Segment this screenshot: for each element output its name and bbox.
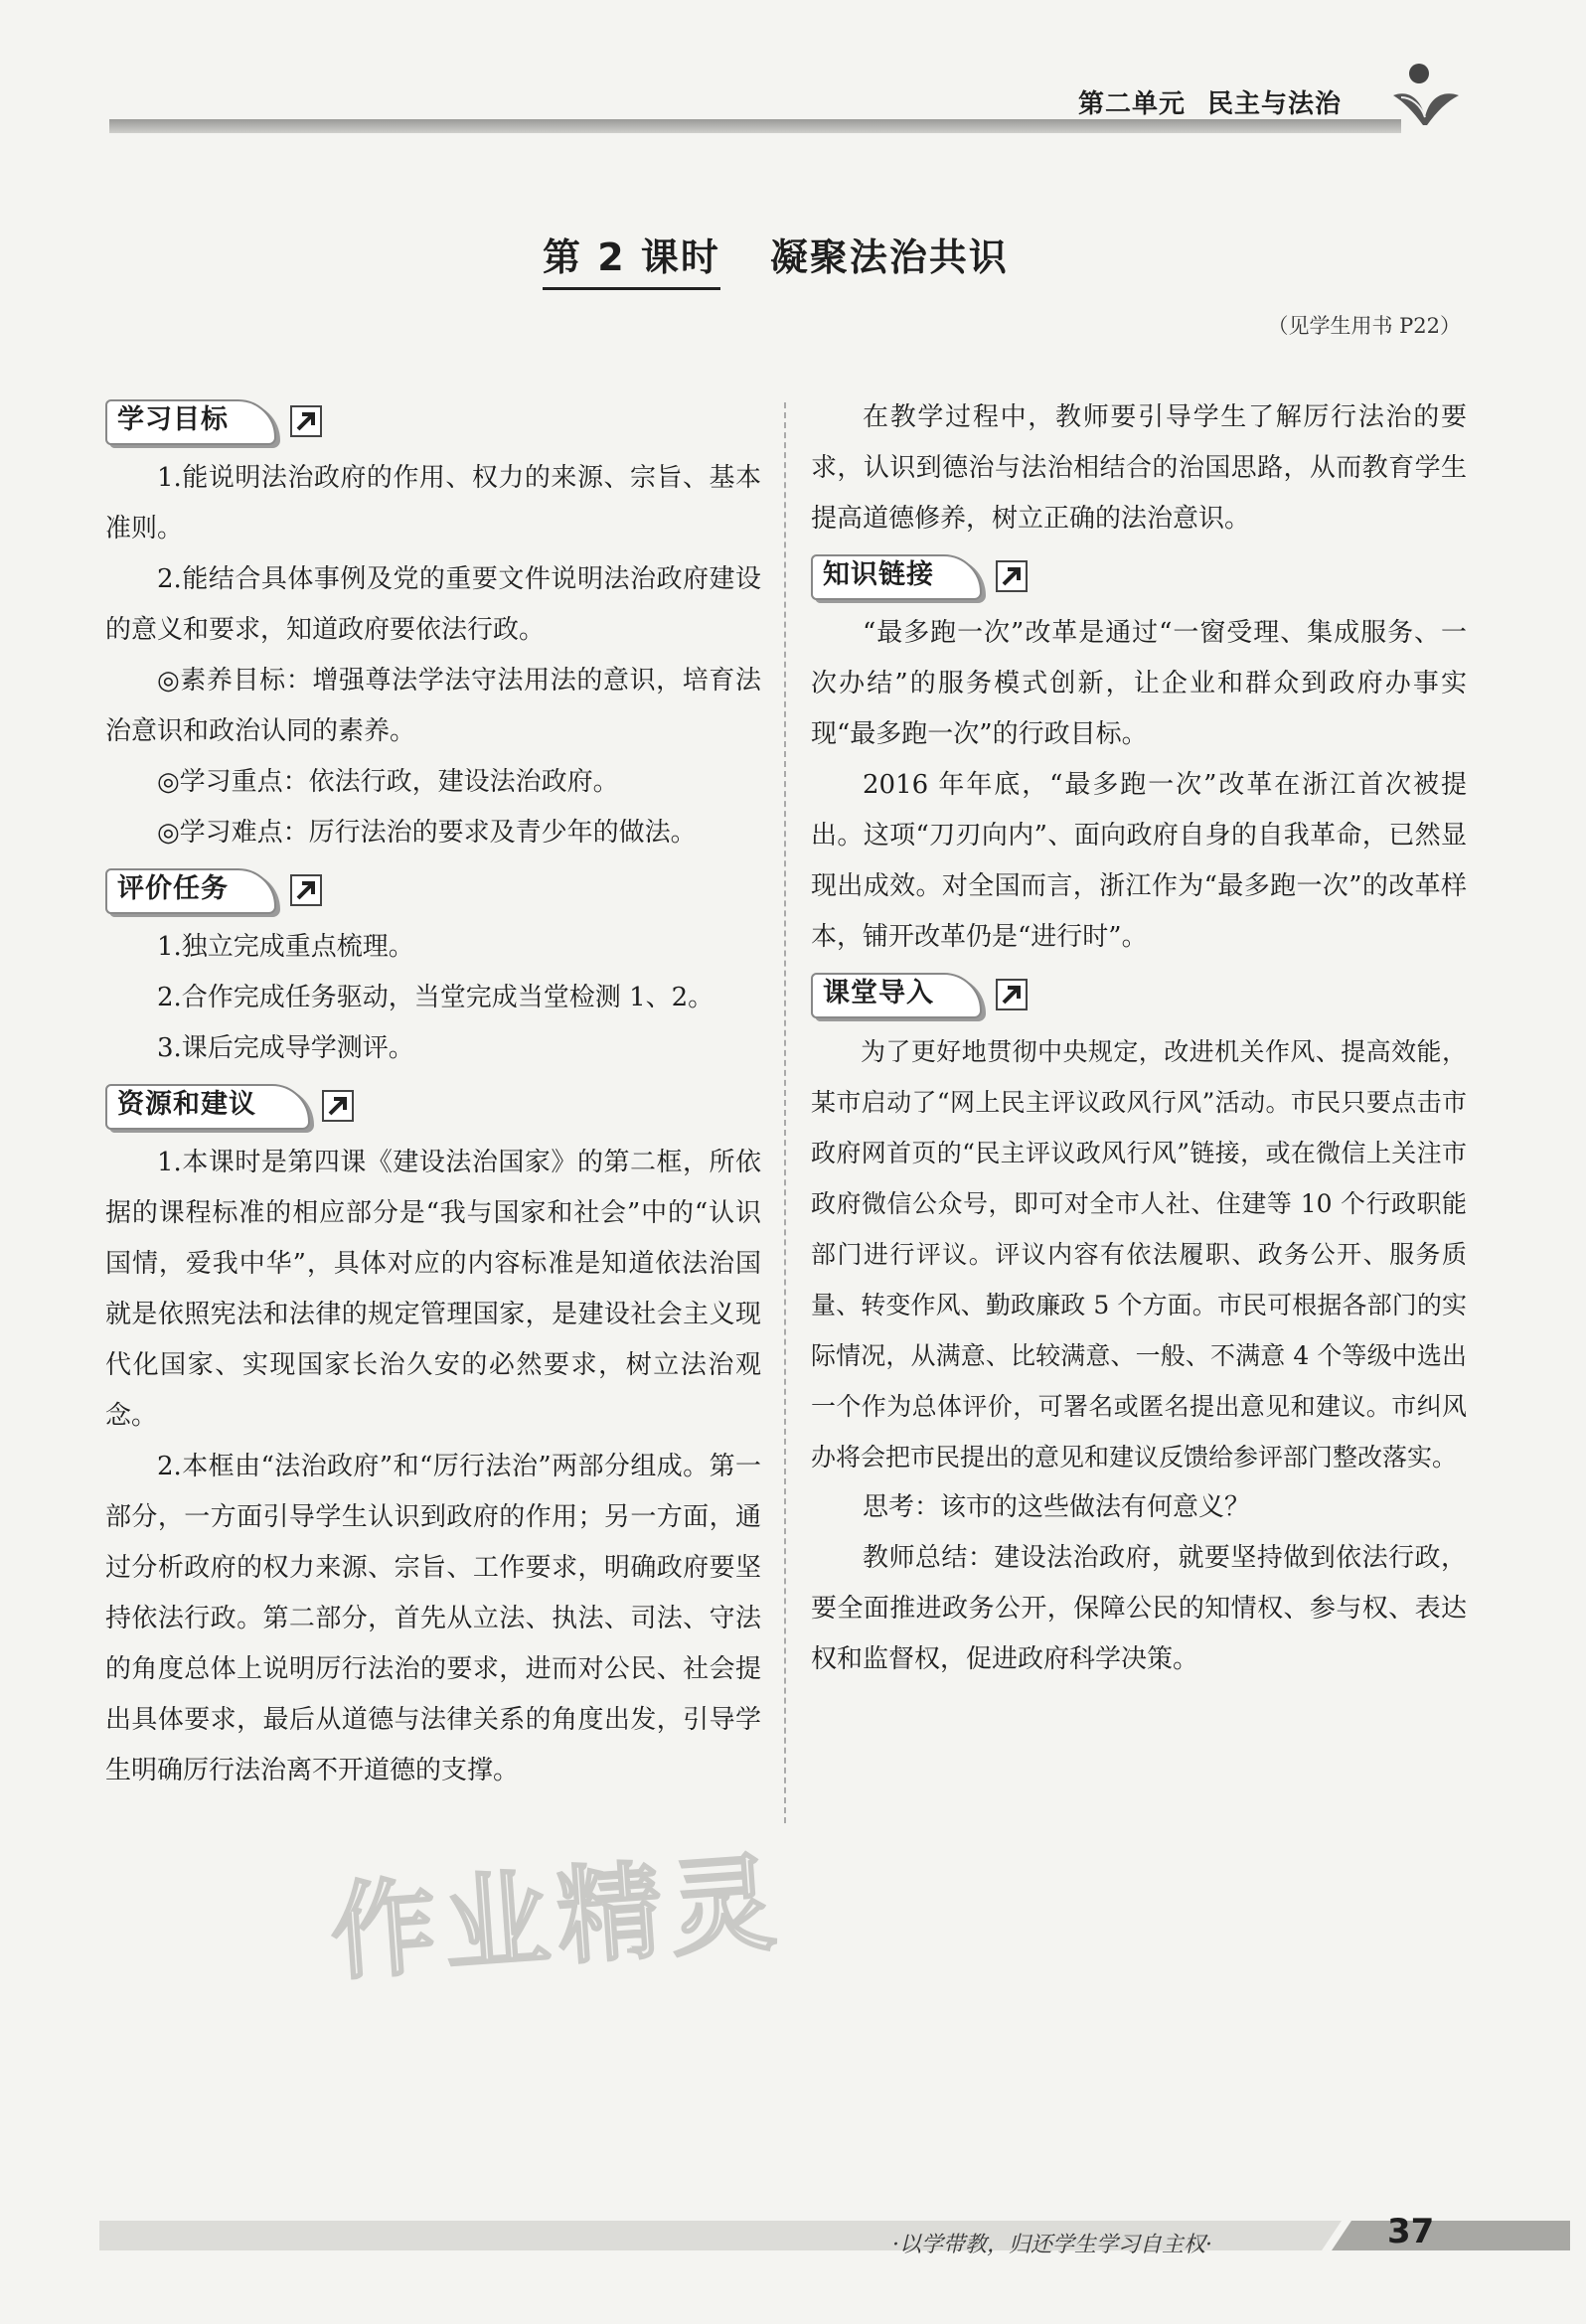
header-band [109, 119, 1401, 133]
footer-band [99, 2221, 1570, 2250]
section-tag-intro [811, 971, 986, 1016]
section-label: 学习目标 [117, 404, 229, 435]
left-column [105, 404, 761, 1796]
lesson-title [543, 227, 1009, 281]
objective-item: 2.能结合具体事例及党的重要文件说明法治政府建设的意义和要求，知道政府要依法行政。 [105, 564, 761, 645]
knowledge-paragraph: “最多跑一次”改革是通过“一窗受理、集成服务、一次办结”的服务模式创新，让企业和群众到政府办事实现“最多跑一次”的行政目标。 [811, 618, 1467, 749]
lesson-name: 凝聚法治共识 [769, 235, 1009, 279]
arrow-icon [996, 979, 1028, 1010]
resource-paragraph: 2.本框由“法治政府”和“厉行法治”两部分组成。第一部分，一方面引导学生认识到政府的作用；另一方面，通过分析政府的权力来源、宗旨、工作要求，明确政府要坚持依法行政。第二部分，首先从立法、执法、司法、守法的角度总体上说明厉行法治的要求，进而对公民、社会提出具体要求，最后从道德与法律关系的角度出发，引导学生明确厉行法治离不开道德的支撑。 [105, 1452, 761, 1785]
section-tag-knowledge [811, 552, 986, 598]
topic-label: 民主与法治 [1207, 89, 1343, 119]
arrow-icon [290, 405, 322, 437]
intro-case-text: 为了更好地贯彻中央规定，改进机关作风、提高效能，某市启动了“网上民主评议政风行风”活动。市民只要点击市政府网首页的“民主评议政风行风”链接，或在微信上关注市政府微信公众号，即可对全市人社、住建等 10 个行政职能部门进行评议。评议内容有依法履职、政务公开、服务质量、转变作风、勤政廉政 5 个方面。市民可根据各部门的实际情况，从满意、比较满意、一般、不满意 4 个等级中选出一个作为总体评价，可署名或匿名提出意见和建议。市纠风办将会把市民提出的意见和建议反馈给参评部门整改落实。 [811, 1037, 1467, 1472]
unit-label: 第二单元 [1078, 89, 1187, 119]
section-label: 课堂导入 [823, 978, 934, 1008]
key-point: ◎学习重点：依法行政，建设法治政府。 [157, 767, 619, 797]
literacy-goal: ◎素养目标：增强尊法学法守法用法的意识，培育法治意识和政治认同的素养。 [105, 666, 761, 746]
knowledge-paragraph: 2016 年年底，“最多跑一次”改革在浙江首次被提出。这项“刀刃向内”、面向政府自身的自我革命，已然显现出成效。对全国而言，浙江作为“最多跑一次”的改革样本，铺开改革仍是“进行时”。 [811, 770, 1467, 952]
reader-logo-icon [1389, 60, 1461, 129]
section-label: 评价任务 [117, 873, 229, 904]
arrow-icon [290, 874, 322, 906]
teacher-summary: 教师总结：建设法治政府，就要坚持做到依法行政，要全面推进政务公开，保障公民的知情权、参与权、表达权和监督权，促进政府科学决策。 [811, 1543, 1467, 1674]
objective-item: 1.能说明法治政府的作用、权力的来源、宗旨、基本准则。 [105, 463, 761, 543]
continued-paragraph: 在教学过程中，教师要引导学生了解厉行法治的要求，认识到德治与法治相结合的治国思路，从而教育学生提高道德修养，树立正确的法治意识。 [811, 402, 1467, 534]
column-divider [784, 402, 786, 1823]
think-question: 思考：该市的这些做法有何意义？ [863, 1492, 1251, 1522]
watermark: 作业精灵 [326, 1841, 788, 1995]
evaluation-item: 2.合作完成任务驱动，当堂完成当堂检测 1、2。 [157, 983, 714, 1012]
running-header [1078, 83, 1342, 120]
lesson-number: 第 2 课时 [543, 235, 720, 290]
section-tag-resources [105, 1082, 314, 1128]
book-reference: （见学生用书 P22） [1267, 314, 1461, 338]
arrow-icon [322, 1090, 354, 1122]
section-label: 知识链接 [823, 559, 934, 590]
arrow-icon [996, 560, 1028, 592]
evaluation-item: 3.课后完成导学测评。 [157, 1033, 414, 1063]
evaluation-item: 1.独立完成重点梳理。 [157, 932, 414, 962]
footer-slogan: ·以学带教，归还学生学习自主权· [892, 2233, 1212, 2257]
section-label: 资源和建议 [117, 1089, 256, 1120]
page-number: 37 [1387, 2212, 1435, 2251]
section-tag-evaluation [105, 866, 280, 912]
right-column [811, 392, 1467, 1685]
resource-paragraph: 1.本课时是第四课《建设法治国家》的第二框，所依据的课程标准的相应部分是“我与国家和社会”中的“认识国情，爱我中华”，具体对应的内容标准是知道依法治国就是依照宪法和法律的规定管理国家，是建设社会主义现代化国家、实现国家长治久安的必然要求，树立法治观念。 [105, 1148, 761, 1431]
section-tag-objectives [105, 397, 280, 443]
difficult-point: ◎学习难点：厉行法治的要求及青少年的做法。 [157, 818, 697, 848]
